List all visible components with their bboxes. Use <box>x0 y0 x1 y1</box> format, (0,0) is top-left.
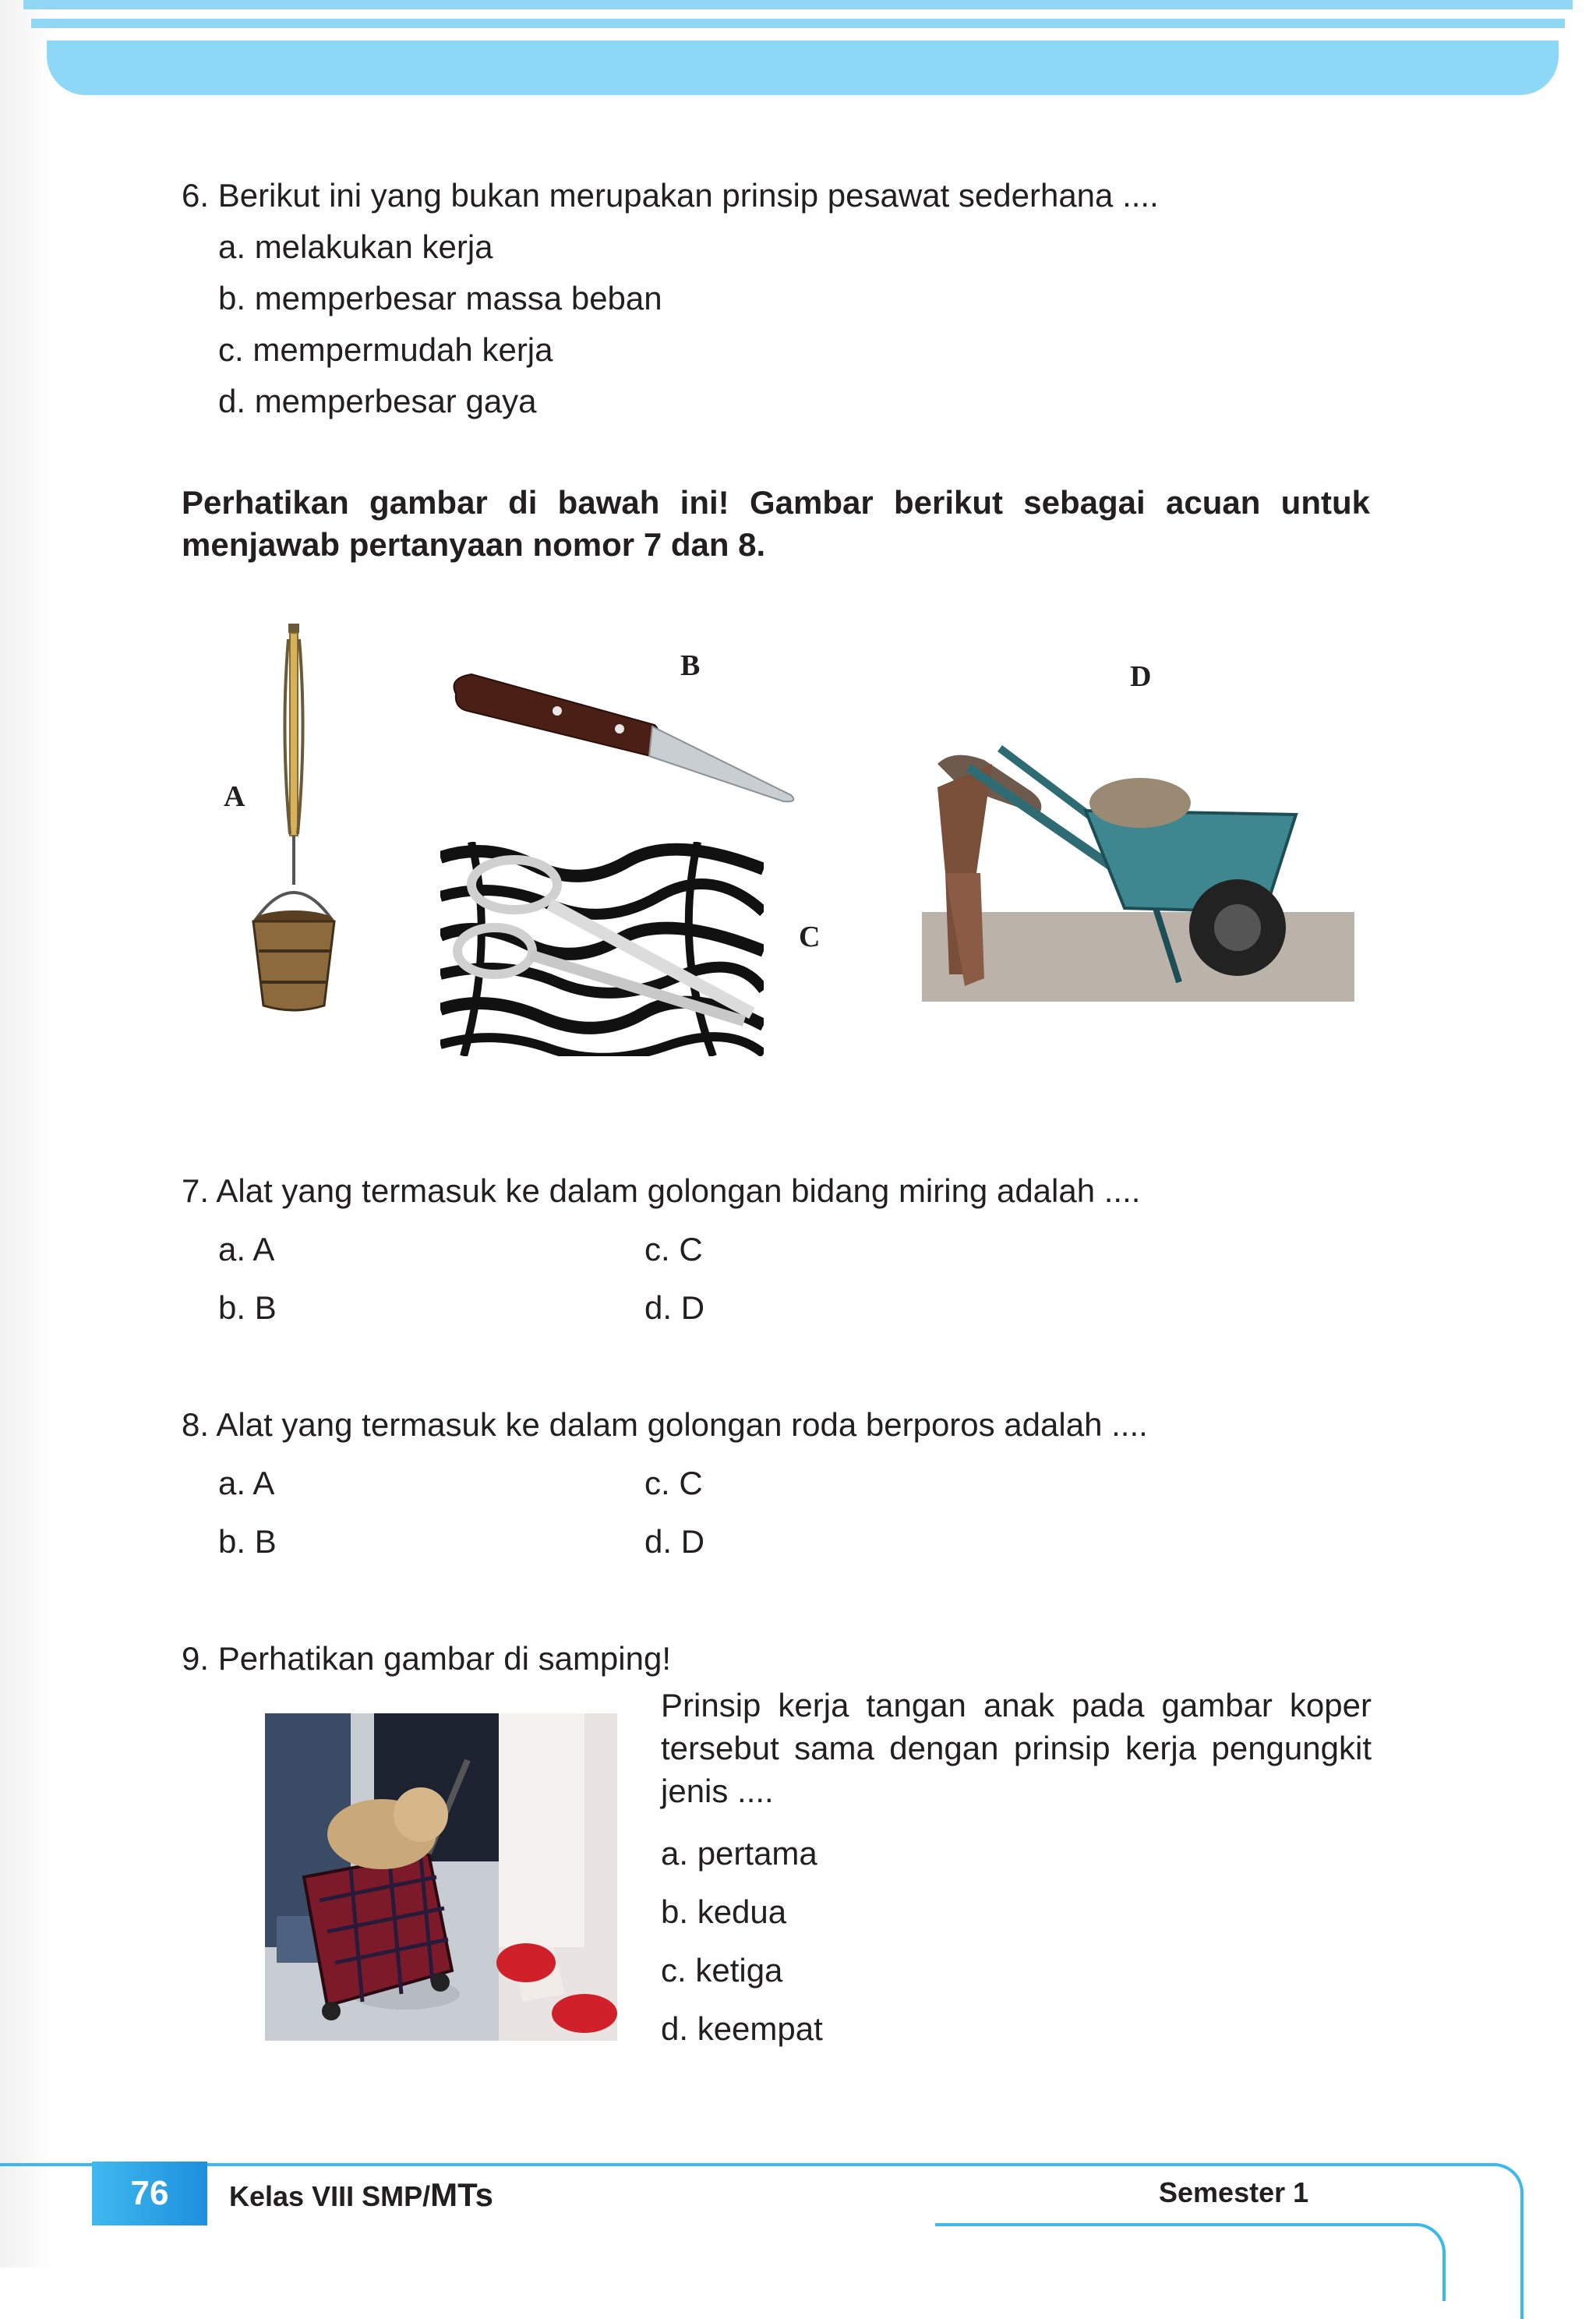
header-stripe <box>23 0 1573 9</box>
question-7-text: 7. Alat yang termasuk ke dalam golongan bidang miring adalah .... <box>182 1172 1141 1209</box>
figure-label-d: D <box>1130 660 1152 693</box>
question-9-option-b: b. kedua <box>661 1893 787 1930</box>
question-7-option-d: d. D <box>644 1289 705 1326</box>
semester-label: Semester 1 <box>1159 2176 1309 2208</box>
header-stripe <box>31 19 1565 28</box>
question-8-option-a: a. A <box>218 1465 275 1501</box>
question-7-option-a: a. A <box>218 1231 275 1267</box>
question-8-option-d: d. D <box>644 1523 705 1560</box>
question-9-option-c: c. ketiga <box>661 1952 783 1988</box>
book-title-suffix: MTs <box>430 2176 493 2213</box>
question-9-option-a: a. pertama <box>661 1835 817 1872</box>
question-8-option-c: c. C <box>644 1465 703 1501</box>
question-6-option-c: c. mempermudah kerja <box>218 331 553 368</box>
book-title <box>229 2176 493 2214</box>
footer-rule-inner <box>935 2223 1446 2301</box>
question-9-option-d: d. keempat <box>661 2010 823 2047</box>
question-7-option-c: c. C <box>644 1231 703 1267</box>
page-number: 76 <box>130 2174 169 2212</box>
question-9-body: Prinsip kerja tangan anak pada gambar koper tersebut sama dengan prinsip kerja pengungkit jenis .... <box>661 1687 1372 1809</box>
question-7-option-b: b. B <box>218 1289 277 1326</box>
figure-label-b: B <box>680 649 701 682</box>
question-6-text: 6. Berikut ini yang bukan merupakan prinsip pesawat sederhana .... <box>182 177 1159 214</box>
question-8-option-b: b. B <box>218 1523 277 1560</box>
figure-label-a: A <box>224 780 245 813</box>
page-margin-shade <box>0 0 55 2268</box>
figure-label-c: C <box>799 921 821 953</box>
question-6-option-a: a. melakukan kerja <box>218 228 493 265</box>
bucket-figure <box>234 616 358 1021</box>
knife-figure <box>448 663 807 811</box>
header-band <box>47 41 1559 95</box>
question-9-text: 9. Perhatikan gambar di samping! <box>182 1640 672 1677</box>
book-title-prefix: Kelas VIII SMP/ <box>229 2180 431 2212</box>
question-6-option-b: b. memperbesar massa beban <box>218 280 662 316</box>
figure-instruction: Perhatikan gambar di bawah ini! Gambar berikut sebagai acuan untuk menjawab pertanyaan nomor 7 dan 8. <box>182 484 1370 563</box>
wheelbarrow-figure <box>922 717 1354 1002</box>
question-6-option-d: d. memperbesar gaya <box>218 383 537 419</box>
question-8-text: 8. Alat yang termasuk ke dalam golongan roda berporos adalah .... <box>182 1406 1148 1443</box>
scissors-figure <box>440 842 764 1056</box>
suitcase-photo <box>265 1713 617 2041</box>
